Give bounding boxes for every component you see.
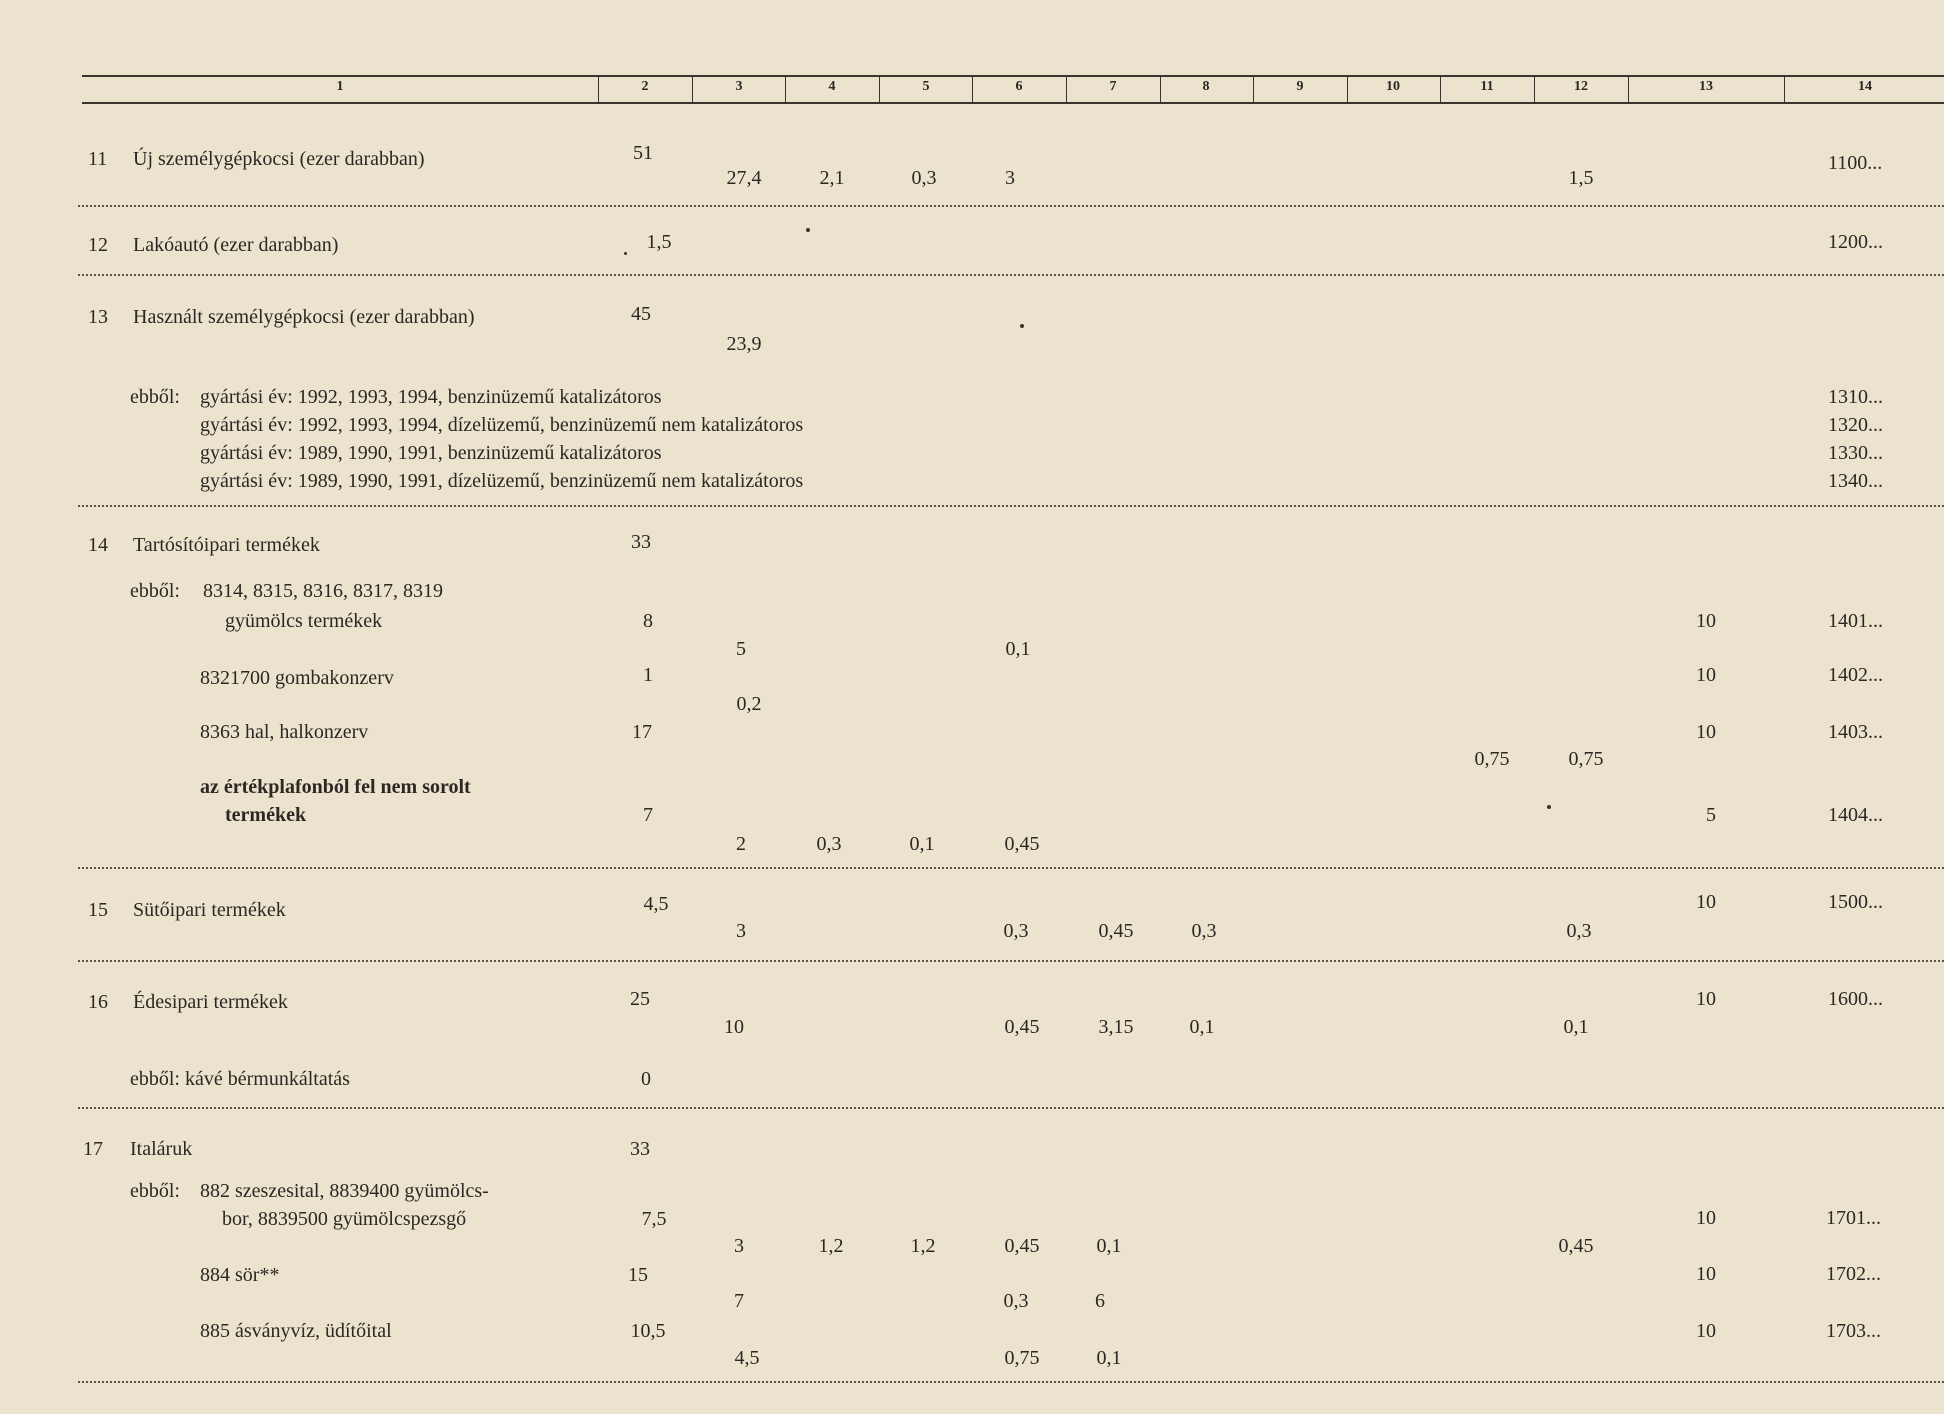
row-number: 11 bbox=[88, 148, 108, 170]
cell-col8: 0,1 bbox=[1189, 1016, 1215, 1038]
sub-label: 8363 hal, halkonzerv bbox=[200, 721, 369, 743]
row-code: 1600... bbox=[1828, 988, 1883, 1010]
cell-col4: 2,1 bbox=[819, 167, 845, 189]
cell-col4: 1,2 bbox=[818, 1235, 844, 1257]
row-code: 1403... bbox=[1828, 721, 1883, 743]
cell-col11: 0,75 bbox=[1474, 748, 1510, 770]
row-number: 16 bbox=[88, 991, 108, 1013]
cell-col7: 0,45 bbox=[1098, 920, 1134, 942]
print-speck bbox=[1547, 805, 1551, 809]
sub-label: gyümölcs termékek bbox=[225, 610, 383, 632]
cell-col2: 0 bbox=[641, 1068, 651, 1090]
row-label: Italáruk bbox=[130, 1138, 193, 1160]
cell-col12: 1,5 bbox=[1568, 167, 1594, 189]
cell-col2: 1,5 bbox=[646, 231, 672, 253]
cell-col13: 10 bbox=[1696, 1207, 1716, 1229]
row-separator bbox=[78, 205, 1944, 207]
row-code: 1200... bbox=[1828, 231, 1883, 253]
cell-col2: 17 bbox=[632, 721, 652, 743]
cell-col2: 10,5 bbox=[630, 1320, 666, 1342]
cell-col4: 0,3 bbox=[816, 833, 842, 855]
sub-title: 8314, 8315, 8316, 8317, 8319 bbox=[203, 580, 443, 602]
cell-col13: 5 bbox=[1706, 804, 1716, 826]
cell-col12: 0,3 bbox=[1566, 920, 1592, 942]
row-code: 1701... bbox=[1826, 1207, 1881, 1229]
ebbol-prefix: ebből: bbox=[130, 1180, 180, 1202]
column-header: 7 bbox=[1109, 79, 1117, 94]
sub-label: ebből: kávé bérmunkáltatás bbox=[130, 1068, 350, 1090]
sub-label: 885 ásványvíz, üdítőital bbox=[200, 1320, 392, 1342]
cell-col13: 10 bbox=[1696, 988, 1716, 1010]
sub-line: gyártási év: 1989, 1990, 1991, benzinüzemű katalizátoros bbox=[200, 442, 662, 464]
cell-col3: 10 bbox=[724, 1016, 744, 1038]
sub-line: gyártási év: 1992, 1993, 1994, dízelüzemű, benzinüzemű nem katalizátoros bbox=[200, 414, 804, 436]
row-code: 1703... bbox=[1826, 1320, 1881, 1342]
sub-label: 884 sör** bbox=[200, 1264, 280, 1286]
column-header: 13 bbox=[1699, 79, 1713, 94]
cell-col13: 10 bbox=[1696, 1320, 1716, 1342]
row-code: 1100... bbox=[1828, 152, 1883, 174]
header-top-rule bbox=[82, 75, 1944, 77]
cell-col3: 5 bbox=[736, 638, 746, 660]
cell-col13: 10 bbox=[1696, 891, 1716, 913]
sub-label: termékek bbox=[225, 804, 307, 826]
cell-col8: 0,3 bbox=[1191, 920, 1217, 942]
cell-col6: 0,45 bbox=[1004, 833, 1040, 855]
cell-col13: 10 bbox=[1696, 664, 1716, 686]
cell-col2: 7 bbox=[643, 804, 653, 826]
row-code: 1402... bbox=[1828, 664, 1883, 686]
header-bottom-rule bbox=[82, 102, 1944, 104]
header-divider bbox=[1628, 75, 1629, 103]
cell-col5: 0,1 bbox=[909, 833, 935, 855]
cell-col2: 51 bbox=[633, 142, 653, 164]
row-separator bbox=[78, 867, 1944, 869]
row-code: 1401... bbox=[1828, 610, 1883, 632]
row-code: 1320... bbox=[1828, 414, 1883, 436]
cell-col5: 1,2 bbox=[910, 1235, 936, 1257]
cell-col3: 7 bbox=[734, 1290, 744, 1312]
sub-label: bor, 8839500 gyümölcspezsgő bbox=[222, 1208, 467, 1230]
header-divider bbox=[1347, 75, 1348, 103]
cell-col2: 4,5 bbox=[643, 893, 669, 915]
cell-col13: 10 bbox=[1696, 721, 1716, 743]
header-divider bbox=[692, 75, 693, 103]
sub-label: 8321700 gombakonzerv bbox=[200, 667, 394, 689]
cell-col3: 0,2 bbox=[736, 693, 762, 715]
cell-col2: 7,5 bbox=[641, 1208, 667, 1230]
cell-col6: 0,1 bbox=[1005, 638, 1031, 660]
sub-label: az értékplafonból fel nem sorolt bbox=[200, 776, 471, 798]
cell-col7: 0,1 bbox=[1096, 1347, 1122, 1369]
header-divider bbox=[1160, 75, 1161, 103]
ebbol-prefix: ebből: bbox=[130, 580, 180, 602]
row-separator bbox=[78, 505, 1944, 507]
header-divider bbox=[972, 75, 973, 103]
row-code: 1340... bbox=[1828, 470, 1883, 492]
header-divider bbox=[785, 75, 786, 103]
cell-col6: 0,75 bbox=[1004, 1347, 1040, 1369]
cell-col2: 15 bbox=[628, 1264, 648, 1286]
cell-col6: 0,45 bbox=[1004, 1235, 1040, 1257]
row-separator bbox=[78, 1107, 1944, 1109]
cell-col3: 3 bbox=[734, 1235, 744, 1257]
row-label: Lakóautó (ezer darabban) bbox=[133, 234, 339, 256]
row-separator bbox=[78, 274, 1944, 276]
row-number: 12 bbox=[88, 234, 108, 256]
print-speck bbox=[1020, 324, 1024, 328]
cell-col5: 0,3 bbox=[911, 167, 937, 189]
cell-col13: 10 bbox=[1696, 610, 1716, 632]
row-label: Sütőipari termékek bbox=[133, 899, 286, 921]
cell-col12: 0,1 bbox=[1563, 1016, 1589, 1038]
cell-col7: 3,15 bbox=[1098, 1016, 1134, 1038]
cell-col2: 45 bbox=[631, 303, 651, 325]
row-code: 1702... bbox=[1826, 1263, 1881, 1285]
cell-col3: 3 bbox=[736, 920, 746, 942]
column-header: 11 bbox=[1480, 79, 1494, 94]
cell-col7: 6 bbox=[1095, 1290, 1105, 1312]
cell-col7: 0,1 bbox=[1096, 1235, 1122, 1257]
column-header: 6 bbox=[1015, 79, 1023, 94]
cell-col2: 8 bbox=[643, 610, 653, 632]
column-header: 4 bbox=[828, 79, 836, 94]
ebbol-prefix: ebből: bbox=[130, 386, 180, 408]
cell-col12: 0,75 bbox=[1568, 748, 1604, 770]
row-code: 1404... bbox=[1828, 804, 1883, 826]
row-number: 14 bbox=[88, 534, 108, 556]
row-number: 15 bbox=[88, 899, 108, 921]
cell-col3: 27,4 bbox=[726, 167, 762, 189]
row-code: 1500... bbox=[1828, 891, 1883, 913]
cell-col6: 0,3 bbox=[1003, 920, 1029, 942]
print-speck bbox=[624, 252, 627, 255]
column-header: 12 bbox=[1574, 79, 1588, 94]
cell-col6: 3 bbox=[1005, 167, 1015, 189]
row-number: 13 bbox=[88, 306, 108, 328]
header-divider bbox=[1440, 75, 1441, 103]
cell-col3: 4,5 bbox=[734, 1347, 760, 1369]
header-divider bbox=[598, 75, 599, 103]
row-label: Új személygépkocsi (ezer darabban) bbox=[133, 148, 425, 170]
row-label: Tartósítóipari termékek bbox=[133, 534, 320, 556]
cell-col12: 0,45 bbox=[1558, 1235, 1594, 1257]
row-number: 17 bbox=[83, 1138, 103, 1160]
sub-label: 882 szeszesital, 8839400 gyümölcs- bbox=[200, 1180, 489, 1202]
column-header: 9 bbox=[1296, 79, 1304, 94]
column-header: 2 bbox=[641, 79, 649, 94]
row-label: Használt személygépkocsi (ezer darabban) bbox=[133, 306, 475, 328]
cell-col2: 33 bbox=[630, 1138, 650, 1160]
cell-col13: 10 bbox=[1696, 1263, 1716, 1285]
row-separator bbox=[78, 960, 1944, 962]
print-speck bbox=[806, 228, 810, 232]
column-header: 1 bbox=[336, 79, 344, 94]
header-divider bbox=[1784, 75, 1785, 103]
column-header: 5 bbox=[922, 79, 930, 94]
sub-line: gyártási év: 1989, 1990, 1991, dízelüzemű, benzinüzemű nem katalizátoros bbox=[200, 470, 804, 492]
row-separator bbox=[78, 1381, 1944, 1383]
cell-col6: 0,3 bbox=[1003, 1290, 1029, 1312]
header-divider bbox=[879, 75, 880, 103]
row-code: 1330... bbox=[1828, 442, 1883, 464]
header-divider bbox=[1534, 75, 1535, 103]
cell-col2: 25 bbox=[630, 988, 650, 1010]
column-header: 14 bbox=[1858, 79, 1872, 94]
column-header: 3 bbox=[735, 79, 743, 94]
cell-col3: 23,9 bbox=[726, 333, 762, 355]
header-divider bbox=[1253, 75, 1254, 103]
cell-col2: 33 bbox=[631, 531, 651, 553]
row-label: Édesipari termékek bbox=[133, 991, 288, 1013]
cell-col2: 1 bbox=[643, 664, 653, 686]
column-header: 10 bbox=[1386, 79, 1400, 94]
row-code: 1310... bbox=[1828, 386, 1883, 408]
column-header: 8 bbox=[1202, 79, 1210, 94]
cell-col6: 0,45 bbox=[1004, 1016, 1040, 1038]
cell-col3: 2 bbox=[736, 833, 746, 855]
sub-line: gyártási év: 1992, 1993, 1994, benzinüzemű katalizátoros bbox=[200, 386, 662, 408]
header-divider bbox=[1066, 75, 1067, 103]
